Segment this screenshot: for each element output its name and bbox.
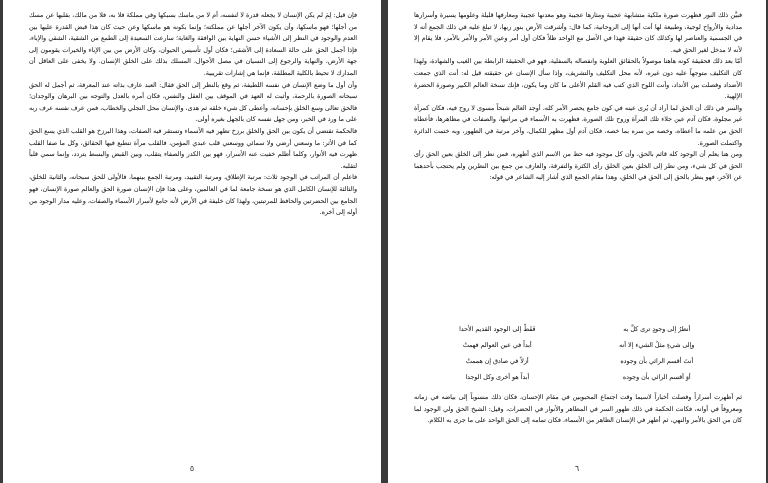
poem-verse xyxy=(432,358,722,374)
right-paragraph: فبيَّن ذلك النور فظهرت صورة ملكية متشابهة عجيبة ومثارها عجيبة وهو معدنها عجيبة ومعارفها قليلة وعلومها يسيرة وأسرارها مدادية والأرواح لوجية، وطبيعة لها أنت أنها إلى الروحانية، كما قال: وأشرقت الأرض بنور ربها، لا تبلغ عليه في ذلك الجمع أنه لا في الجسمية والعناصر لها وكذلك كان حقيقة فهذا في الأصل مع الواحد ظلاً فكان أول أمر وعين الأمر والأمر بالأمر، فلا يقام إلا لأنه لا مدخل لغير الحق فيه. xyxy=(414,12,742,54)
right-page xyxy=(388,0,766,483)
left-page-number: ٥ xyxy=(189,464,195,473)
left-page xyxy=(3,0,381,483)
poem-verse xyxy=(432,326,722,342)
poem-hemistich-second: أبداً في عين العوالم فهمتُ xyxy=(462,342,532,349)
poem-hemistich-first: أوَ أقسم الرائي بأن وجوده xyxy=(622,374,691,381)
left-paragraph: فاعلم أن المراتب في الوجود ثلاث: مرتبة الإطلاق، ومرتبة التقييد، ومرتبة الجمع بينهما، فالأولى للحق سبحانه، والثانية للخلق، والثالثة للإنسان الكامل الذي هو نسخة جامعة لما في العالمين، وعلى هذا فإن الإنسان صورة الحق والعالم صورة الإنسان، فهو الجامع بين الحضرتين والحافظ للمرتبتين، ولهذا كان خليفة في الأرض لأنه جامع لأسرار الأسماء والصفات، وعليه مدار الوجود من أوله إلى آخره. xyxy=(29,174,357,217)
left-paragraph: فالحكمة تقتضي أن يكون بين الحق والخلق برزخ تظهر فيه الأسماء وتستقر فيه الصفات، وهذا البرزخ هو القلب الذي يسع الحق كما في الأثر: ما وسعني أرضي ولا سمائي ووسعني قلب عبدي المؤمن، فالقلب مرآة تنطبع فيها الحقائق، وكل ما صفا القلب ظهرت فيه الأنوار، وكلما أظلم خفيت عنه الأسرار، فهو بين الكدر والصفاء يتقلب، وبين القبض والبسط يتردد، وإنما سمي قلباً لتقلبه. xyxy=(29,127,357,170)
right-paragraph: والسر في ذلك أن الحق لما أراد أن يُرى عينه في كون جامع يحصر الأمر كله، أوجد العالم شبحاً مسوى لا روح فيه، فكان كمرآة غير مجلوة، فكان آدم عين جلاء تلك المرآة وروح تلك الصورة، فظهرت به الأسماء في مراتبها، والصفات في مظاهرها، فأعطاه الحق من علمه ما أعطاه، وخصه من سره بما خصه، فكان آدم أول مظهر للكمال، وآخر مرتبة في الظهور، وبه ختمت الدائرة واكتملت الصورة. xyxy=(414,104,742,147)
left-paragraph: وأن أول ما وضع الإنسان في نفسه اللطيفة، ثم وقع بالنظر إلى الحق فقال: العبد عارف بذاته عند المعرفة، ثم أجمل له الحق سبحانه الصورة بالرحمة، وأثبت له العهد في الموقف بين العقل والنفس، فكان أمره بالعدل والتوجه بين البرهان والوجدان؛ فالحق تعالى وسع الخلق بإحسانه، وأعطى كل شيء خلقه ثم هدى، والإنسان محل التجلي والخطاب، فمن عرف نفسه عرف ربه على ما ورد في الخبر، ومن جهل نفسه كان بالجهل بغيره أولى. xyxy=(29,81,357,124)
poem-hemistich-second: أبداً هو أخرى وكل الوجدا xyxy=(465,374,530,381)
poem-block xyxy=(432,326,722,390)
right-paragraph: أمّا بعد ذلك فحقيقة كونه هاهنا موصولاً بالحقائق العلوية وانفصاله بالسفلية، فهو في الحقيقة الرابطة بين الغيب والشهادة، ولهذا كان التكليف متوجهاً عليه دون غيره، لأنه محل التكليف والتشريف، وإذا سأل الإنسان عن حقيقته قيل له: أنت الذي جمعت الأضداد وفصلت بين الأنداد، وأنت اللوح الذي كتب فيه القلم الأعلى ما كان وما يكون، فإنك نسخة العالم الكبير وصورة الحضرة الإلهية. xyxy=(414,58,742,101)
left-paragraph: فإن قيل: لِمَ لم يكن الإنسان لا يجعله قدرة لا لنفسه، أم لا من ماسك بسبكها وفي مملكة فلا به، فلا من مالك، بقلبها عن مسك من أجلها؛ فهو ماسكها، وأن يكون الآخر أجلها عن مملكته؛ وإنما بكونه هو ماسكها وعن حيث كان هذا قبض القدرة عليها بين العدم والوجود في النظر إلى الأشياء حسن النهاية بين الوافقة والغاية؛ سارعت السعيدة إلى الطمع من الشقية، الشقي والإباء، فإذا أجمل الحق على حالة السعادة إلى الأشقى؛ فكان أول تأسيس الحيوان، وكان الأرض من بين الإباء والخيرات يقومون إلى جهة الأرض، والنهاية والرجوع إلى النسيان في مصل الأحوال، المسلك بذلك على الخلق الإنسان. ولا يخفى على العاقل أن المدارك لا تحيط بالكلية المطلقة، فإنما هي إشارات تقريبية. xyxy=(29,12,357,77)
right-page-closing-text: ثم أظهرت أسراراً وفصلت أخباراً لاسيما وقت اجتماع المحبوبين في مقام الإحسان، فكان ذلك منسوباً إلى بياضه في زمانه ومعروفاً في أوانه، فكانت الحكمة في ذلك ظهور السر في المظاهر والأنوار في الحضرات، وقيل: الشيخ الحق ولي الوجود لما كان من الحق بالأمر والنهي، ثم أظهر في الإنسان الظاهر من الأسماء، فكان تمامه إلى الحق الواحد على ما جرى به الكلام. xyxy=(414,394,742,425)
poem-verse xyxy=(432,342,722,358)
poem-hemistich-first: أنتَ أقسم الرائي بأن وجوده xyxy=(620,358,694,365)
poem-hemistich-second: فَقَطْ إلى الوجود القديم الأحدا xyxy=(459,326,536,333)
right-page-body xyxy=(414,10,742,322)
poem-verse xyxy=(432,374,722,390)
right-paragraph: ومن هنا يعلم أن الوجود كله قائم بالحق، وأن كل موجود فيه حظ من الاسم الذي أظهره، فمن نظر إلى الخلق بعين الحق رأى الحق في كل شيء، ومن نظر إلى الخلق بعين الخلق رأى الكثرة والتفرقة، والعارف من جمع بين النظرين ولم يحتجب بأحدهما عن الآخر، فهو ينظر بالحق إلى الحق في الخلق، وهذا مقام الجمع الذي أشار إليه الشاعر في قوله: xyxy=(414,151,742,182)
poem-hemistich-first: وإلى شيءٍ مثلُ الشيء إلا أنه xyxy=(619,342,695,349)
poem-hemistich-first: أنظرُ إلى وجودٍ ترى كلَّ به xyxy=(623,326,691,333)
left-page-body xyxy=(29,10,357,463)
poem-hemistich-second: أزلاً في صادق إن هممتُ xyxy=(465,358,529,365)
right-page-number: ٦ xyxy=(574,464,580,473)
